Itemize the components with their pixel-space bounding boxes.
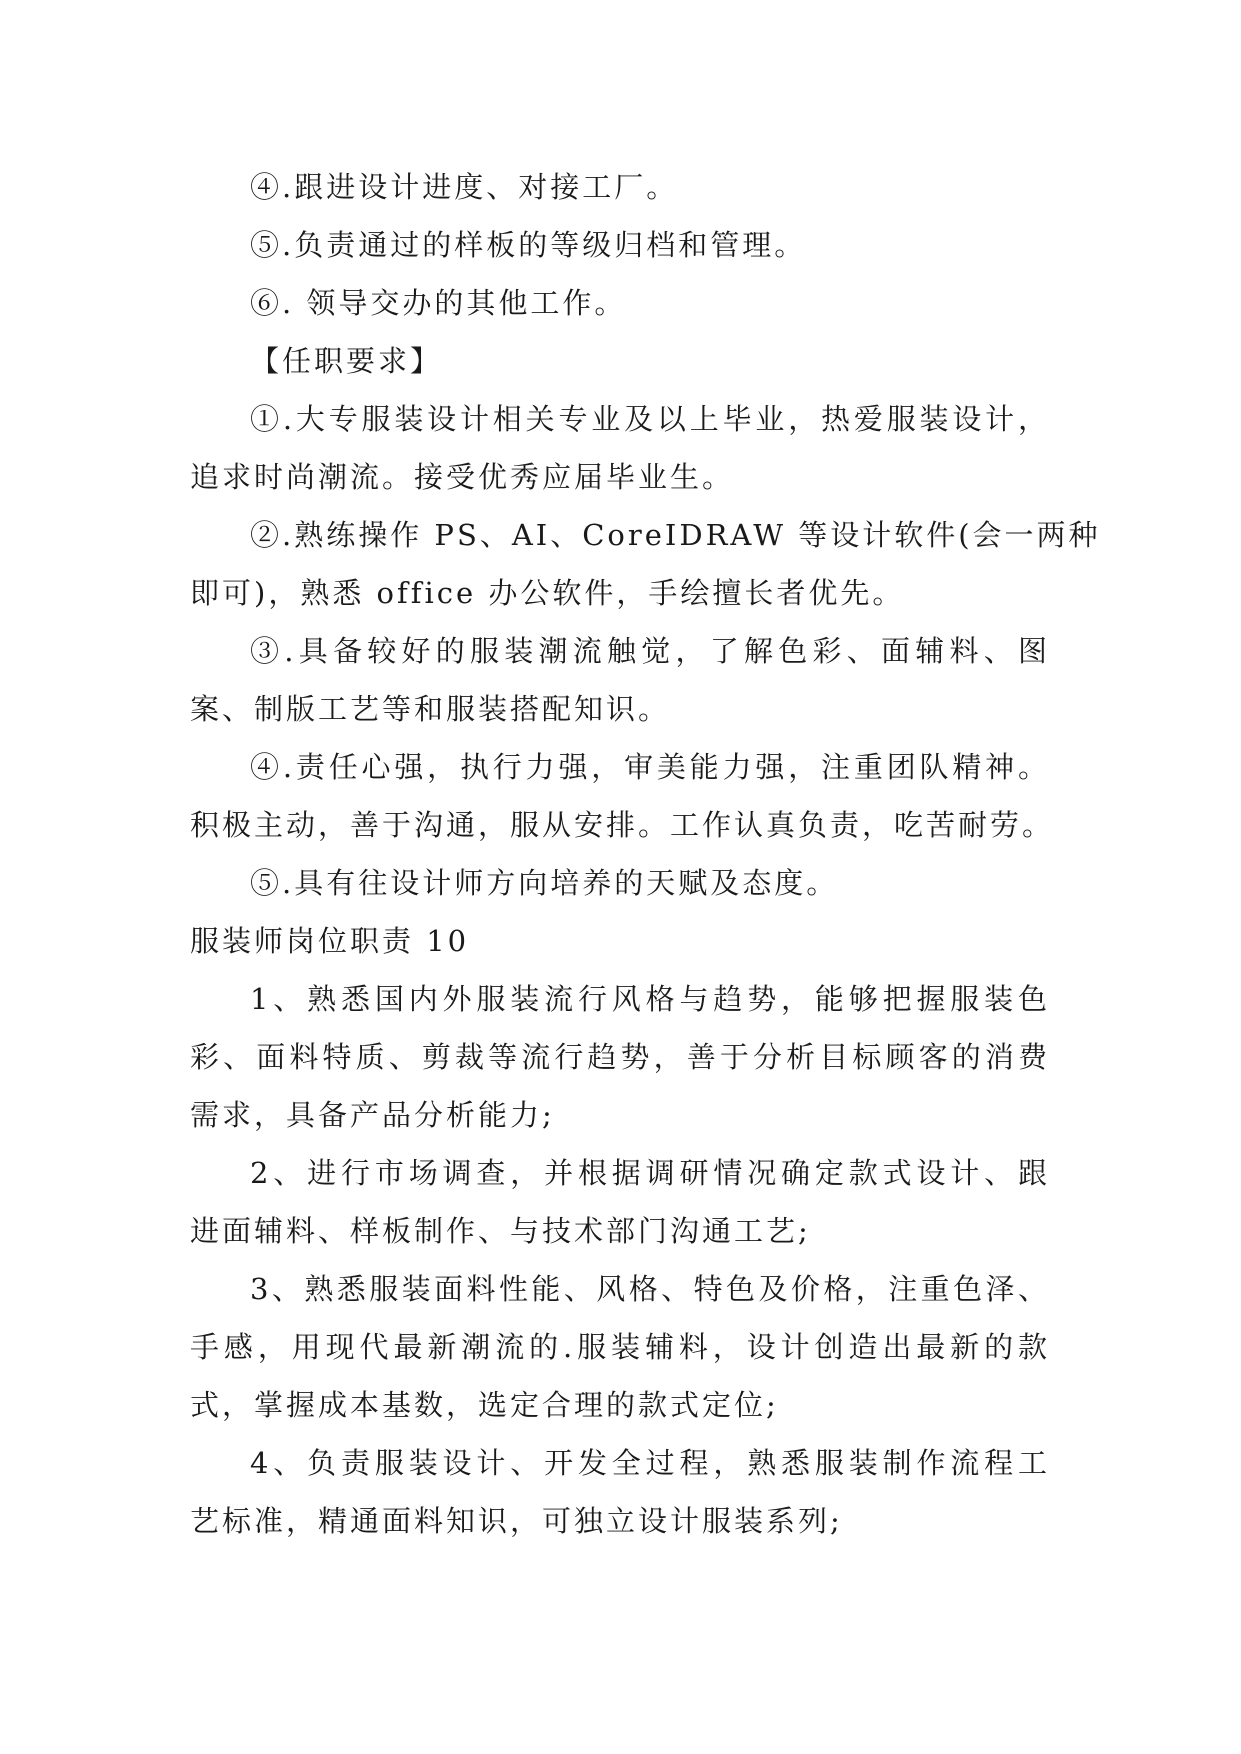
paragraph-line: 1、熟悉国内外服装流行风格与趋势，能够把握服装色: [250, 982, 1050, 1016]
paragraph-line: 积极主动，善于沟通，服从安排。工作认真负责，吃苦耐劳。: [190, 808, 1055, 842]
paragraph-line: 案、制版工艺等和服装搭配知识。: [190, 692, 671, 726]
paragraph-line: ⑤.具有往设计师方向培养的天赋及态度。: [250, 866, 839, 900]
paragraph-line: 4、负责服装设计、开发全过程，熟悉服装制作流程工: [250, 1446, 1050, 1480]
paragraph-line: ⑤.负责通过的样板的等级归档和管理。: [250, 228, 807, 262]
paragraph-line: 3、熟悉服装面料性能、风格、特色及价格，注重色泽、: [250, 1272, 1050, 1306]
paragraph-line: ②.熟练操作 PS、AI、CoreIDRAW 等设计软件(会一两种: [250, 518, 1101, 552]
section-title: 服装师岗位职责 10: [190, 924, 470, 958]
paragraph-line: 进面辅料、样板制作、与技术部门沟通工艺;: [190, 1214, 811, 1248]
paragraph-line: ①.大专服装设计相关专业及以上毕业，热爱服装设计，: [250, 402, 1050, 436]
paragraph-line: ④.跟进设计进度、对接工厂。: [250, 170, 679, 204]
paragraph-line: 即可)，熟悉 office 办公软件，手绘擅长者优先。: [190, 576, 905, 610]
paragraph-line: ③.具备较好的服装潮流触觉，了解色彩、面辅料、图: [250, 634, 1050, 668]
paragraph-line: 2、进行市场调查，并根据调研情况确定款式设计、跟: [250, 1156, 1050, 1190]
paragraph-line: 式，掌握成本基数，选定合理的款式定位;: [190, 1388, 779, 1422]
paragraph-line: 手感，用现代最新潮流的.服装辅料，设计创造出最新的款: [190, 1330, 1050, 1364]
paragraph-line: 彩、面料特质、剪裁等流行趋势，善于分析目标顾客的消费: [190, 1040, 1050, 1074]
document-body: [190, 158, 1101, 1550]
paragraph-line: 需求，具备产品分析能力;: [190, 1098, 555, 1132]
paragraph-line: 追求时尚潮流。接受优秀应届毕业生。: [190, 460, 735, 494]
paragraph-line: ④.责任心强，执行力强，审美能力强，注重团队精神。: [250, 750, 1050, 784]
paragraph-line: ⑥. 领导交办的其他工作。: [250, 286, 627, 320]
paragraph-line: 艺标准，精通面料知识，可独立设计服装系列;: [190, 1504, 843, 1538]
section-heading: 【任职要求】: [250, 344, 443, 378]
